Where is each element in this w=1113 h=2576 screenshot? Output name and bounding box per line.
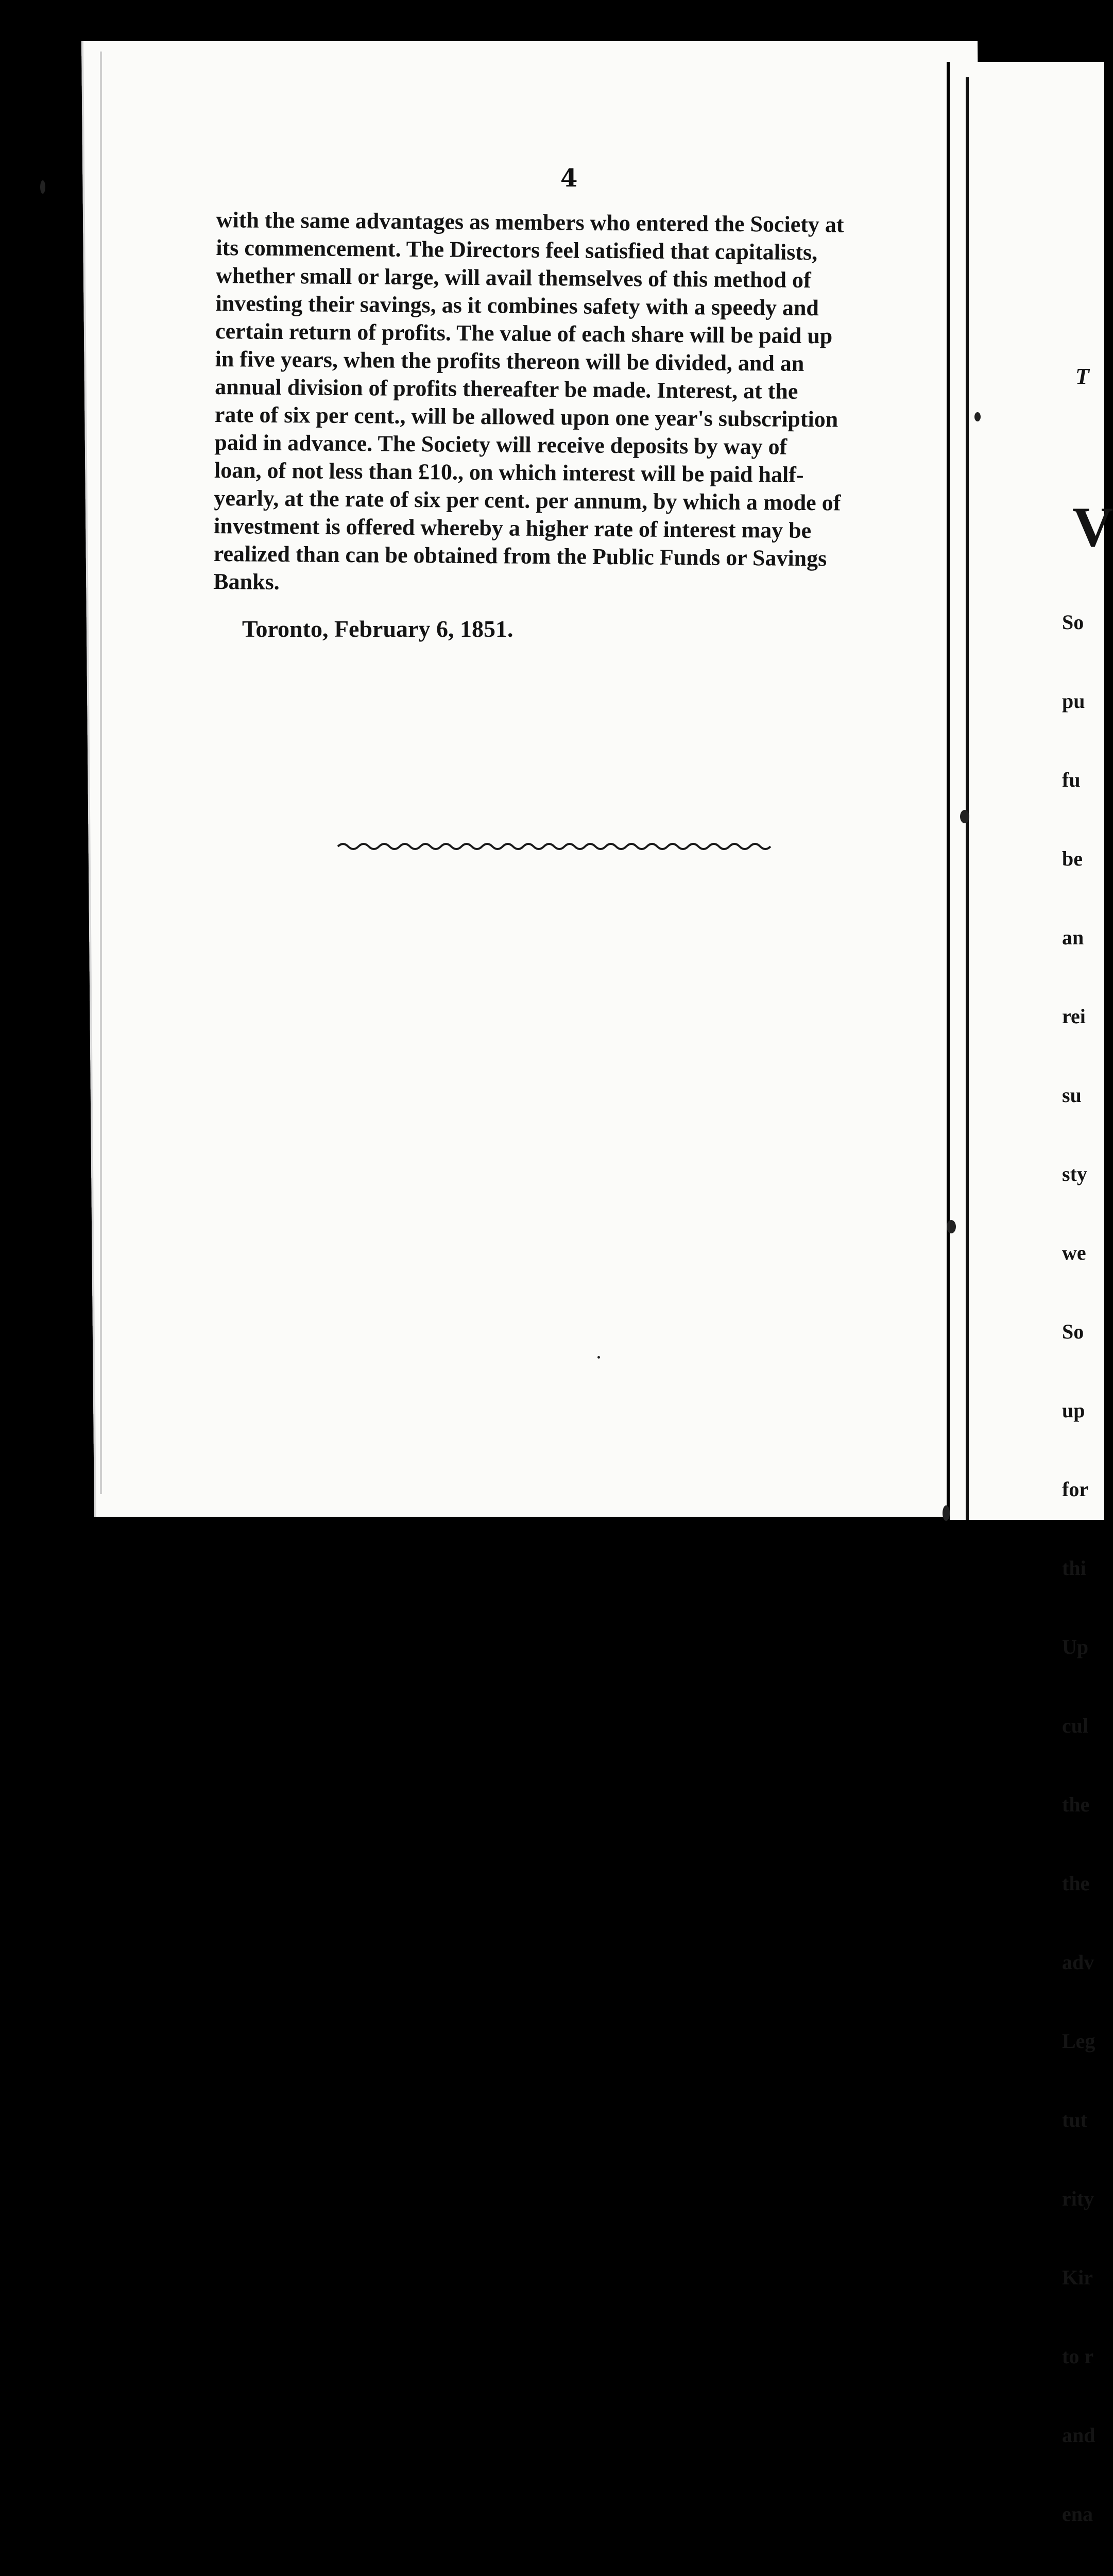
fragment-line: and [1062,2424,1095,2447]
body-line: realized than can be obtained from the Public Funds or Savings [213,540,827,571]
fragment-line: tut [1062,2108,1087,2131]
body-line: paid in advance. The Society will receive deposits by way of [214,429,787,460]
body-line: annual division of profits thereafter be made. Interest, at the [215,374,798,404]
fragment-line: the [1062,1872,1090,1895]
fragment-line: sty [1062,1162,1087,1185]
fragment-line: to r [1062,2345,1094,2368]
body-line: with the same advantages as members who entered the Society at [216,207,844,238]
body-line: investment is offered whereby a higher rate of interest may be [213,513,812,544]
facing-page-drop-cap: V [1072,496,1113,558]
fragment-line: be [1062,847,1083,870]
ink-speck [597,1356,600,1359]
facing-page-letter: T [1075,364,1089,389]
ink-speck [974,412,981,421]
fragment-line: Up [1062,1635,1089,1658]
fragment-line: for [1062,1478,1089,1501]
body-line: yearly, at the rate of six per cent. per annum, by which a mode of [214,485,841,516]
fragment-line: So [1062,1320,1084,1343]
body-line: its commencement. The Directors feel satisfied that capitalists, [216,234,818,265]
fragment-line: Leg [1062,2029,1095,2053]
ink-speck [947,1220,956,1233]
fragment-line: cul [1062,1714,1089,1737]
page-edge [100,52,102,1494]
body-paragraph [213,206,915,601]
fragment-line: we [1062,1241,1086,1264]
fragment-line: su [1062,1083,1082,1107]
fragment-line: ena [1062,2502,1093,2526]
fragment-line: thi [1062,1556,1086,1580]
fragment-line: pu [1062,689,1085,713]
body-line: Banks. [213,568,280,595]
fragment-line: So [1062,611,1084,634]
ink-speck [960,810,969,823]
body-line: certain return of profits. The value of each share will be paid up [215,318,833,349]
body-line: loan, of not less than £10., on which interest will be paid half- [214,457,804,487]
page-number: 4 [560,164,578,193]
gutter-fold [966,77,969,1520]
fragment-line: fu [1062,768,1081,791]
fragment-line: the [1062,1793,1090,1816]
body-line: rate of six per cent., will be allowed upon one year's subscription [214,401,838,432]
wavy-rule-ornament [338,840,770,853]
facing-page-text [1062,556,1100,2576]
fragment-line: Kir [1062,2266,1093,2289]
body-line: whether small or large, will avail themselves of this method of [215,262,811,293]
ink-speck [40,180,45,194]
fragment-line: rity [1062,2187,1094,2210]
ink-speck [943,1505,950,1521]
fragment-line: rei [1062,1005,1086,1028]
body-line: in five years, when the profits thereon will be divided, and an [215,346,804,376]
fragment-line: adv [1062,1951,1094,1974]
fragment-line: up [1062,1399,1085,1422]
fragment-line: an [1062,926,1084,949]
dateline: Toronto, February 6, 1851. [242,616,513,642]
body-line: investing their savings, as it combines safety with a speedy and [215,290,819,321]
